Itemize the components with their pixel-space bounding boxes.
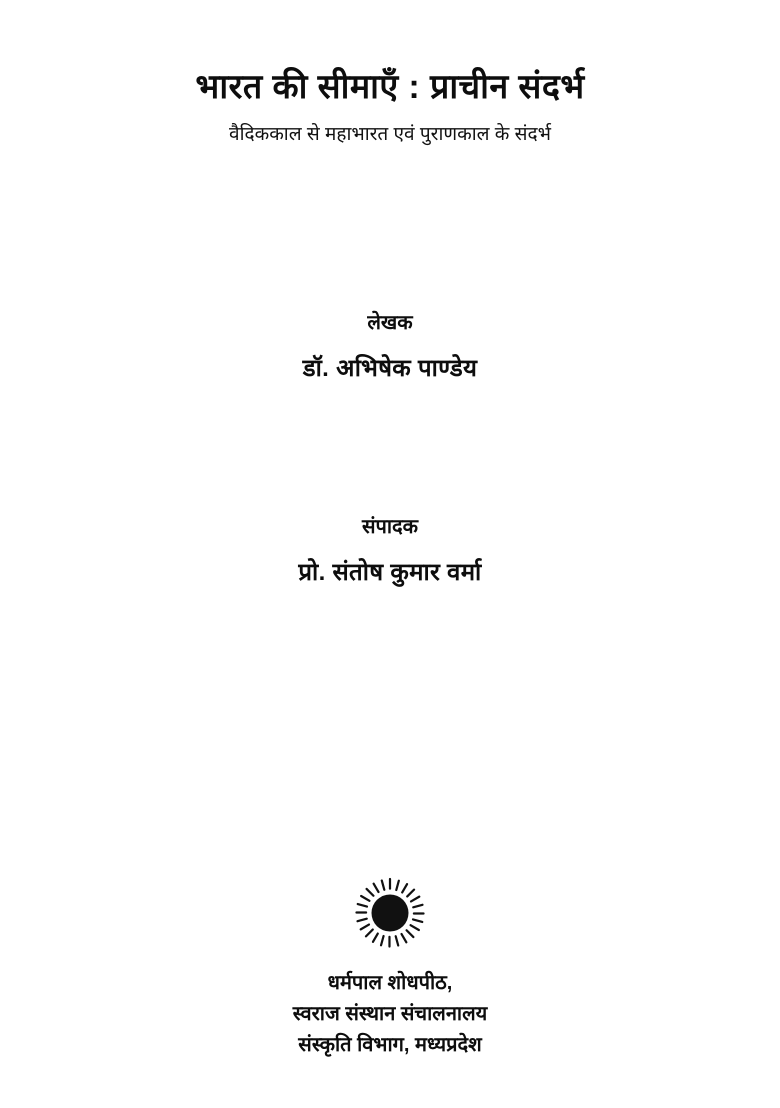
page-title: भारत की सीमाएँ : प्राचीन संदर्भ	[195, 68, 585, 106]
emblem-container	[0, 876, 780, 956]
editor-name: प्रो. संतोष कुमार वर्मा	[298, 559, 482, 586]
sun-burst-emblem-icon	[353, 876, 427, 950]
publisher-line-3: संस्कृति विभाग, मध्यप्रदेश	[298, 1034, 482, 1056]
title-block	[0, 66, 780, 147]
editor-role-label: संपादक	[361, 516, 419, 538]
author-role-label: लेखक	[367, 312, 413, 334]
author-name: डॉ. अभिषेक पाण्डेय	[302, 355, 478, 382]
publisher-line-1: धर्मपाल शोधपीठ,	[327, 972, 453, 994]
publisher-line-2: स्वराज संस्थान संचालनालय	[292, 1003, 488, 1025]
editor-block	[0, 512, 780, 588]
page-subtitle: वैदिककाल से महाभारत एवं पुराणकाल के संदर्भ	[229, 123, 551, 145]
publisher-block	[0, 968, 780, 1061]
author-block	[0, 308, 780, 384]
